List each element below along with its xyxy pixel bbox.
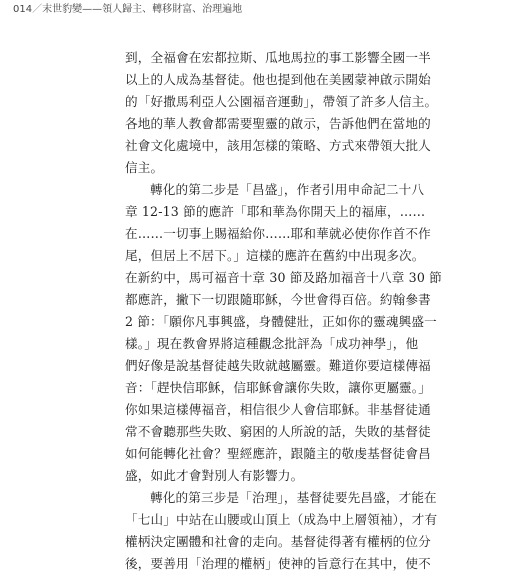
text-line: 2 節：「願你凡事興盛，身體健壯，正如你的靈魂興盛一: [125, 314, 437, 329]
text-line: 常不會聽那些失敗、窮困的人所說的話，失敗的基督徒: [125, 424, 431, 439]
text-line: 樣。」現在教會界將這種觀念批評為「成功神學」，他: [125, 336, 419, 351]
text-line: 音：「趕快信耶穌，信耶穌會讓你失敗，讓你更屬靈。」: [125, 380, 431, 395]
text-line: 盛，如此才會對別人有影響力。: [125, 468, 304, 483]
text-line: 在新約中，馬可福音十章 30 節及路加福音十八章 30 節: [125, 270, 442, 285]
paragraph-3: [125, 487, 438, 575]
text-line: 各地的華人教會都需要聖靈的啟示，告訴他們在當地的: [125, 116, 431, 131]
running-header: [13, 4, 242, 16]
text-line: 章 12-13 節的應許「耶和華為你開天上的福庫，……: [125, 204, 426, 219]
paragraph-2: [125, 179, 442, 487]
text-line: 在……一切事上賜福給你……耶和華就必使你作首不作: [125, 226, 431, 241]
text-body: [125, 47, 442, 575]
book-title: 末世豹變——領人歸主、轉移財富、治理遍地: [42, 4, 243, 15]
text-line: 們好像是說基督徒越失敗就越屬靈。難道你要這樣傳福: [125, 358, 431, 373]
text-line: 社會文化處境中，該用怎樣的策略、方式來帶領大批人: [125, 138, 431, 153]
text-line: 信主。: [125, 160, 164, 175]
text-line: 「七山」中站在山腰或山頂上（成為中上層領袖），才有: [125, 512, 438, 527]
text-line: 如何能轉化社會？聖經應許，跟隨主的敬虔基督徒會昌: [125, 446, 431, 461]
paragraph-1: [125, 47, 438, 179]
text-line: 以上的人成為基督徒。他也提到他在美國蒙神啟示開始: [125, 72, 431, 87]
text-line: 都應許，撇下一切跟隨耶穌，今世會得百倍。約翰參書: [125, 292, 431, 307]
text-line: 你如果這樣傳福音，相信很少人會信耶穌。非基督徒通: [125, 402, 431, 417]
text-line: 後，要善用「治理的權柄」使神的旨意行在其中，使不: [125, 556, 431, 571]
text-line: 轉化的第三步是「治理」，基督徒要先昌盛，才能在: [150, 490, 437, 505]
text-line: 尾，但居上不居下。」這樣的應許在舊約中出現多次。: [125, 248, 425, 263]
text-line: 轉化的第二步是「昌盛」，作者引用申命記二十八: [150, 182, 425, 197]
text-line: 的「好撒馬利亞人公園福音運動」，帶領了許多人信主。: [125, 94, 438, 109]
page-number: 014: [13, 4, 33, 15]
header-separator: ／: [32, 4, 43, 15]
text-line: 權柄決定團體和社會的走向。基督徒得著有權柄的位分: [125, 534, 431, 549]
text-line: 到，全福會在宏都拉斯、瓜地馬拉的事工影響全國一半: [125, 50, 431, 65]
